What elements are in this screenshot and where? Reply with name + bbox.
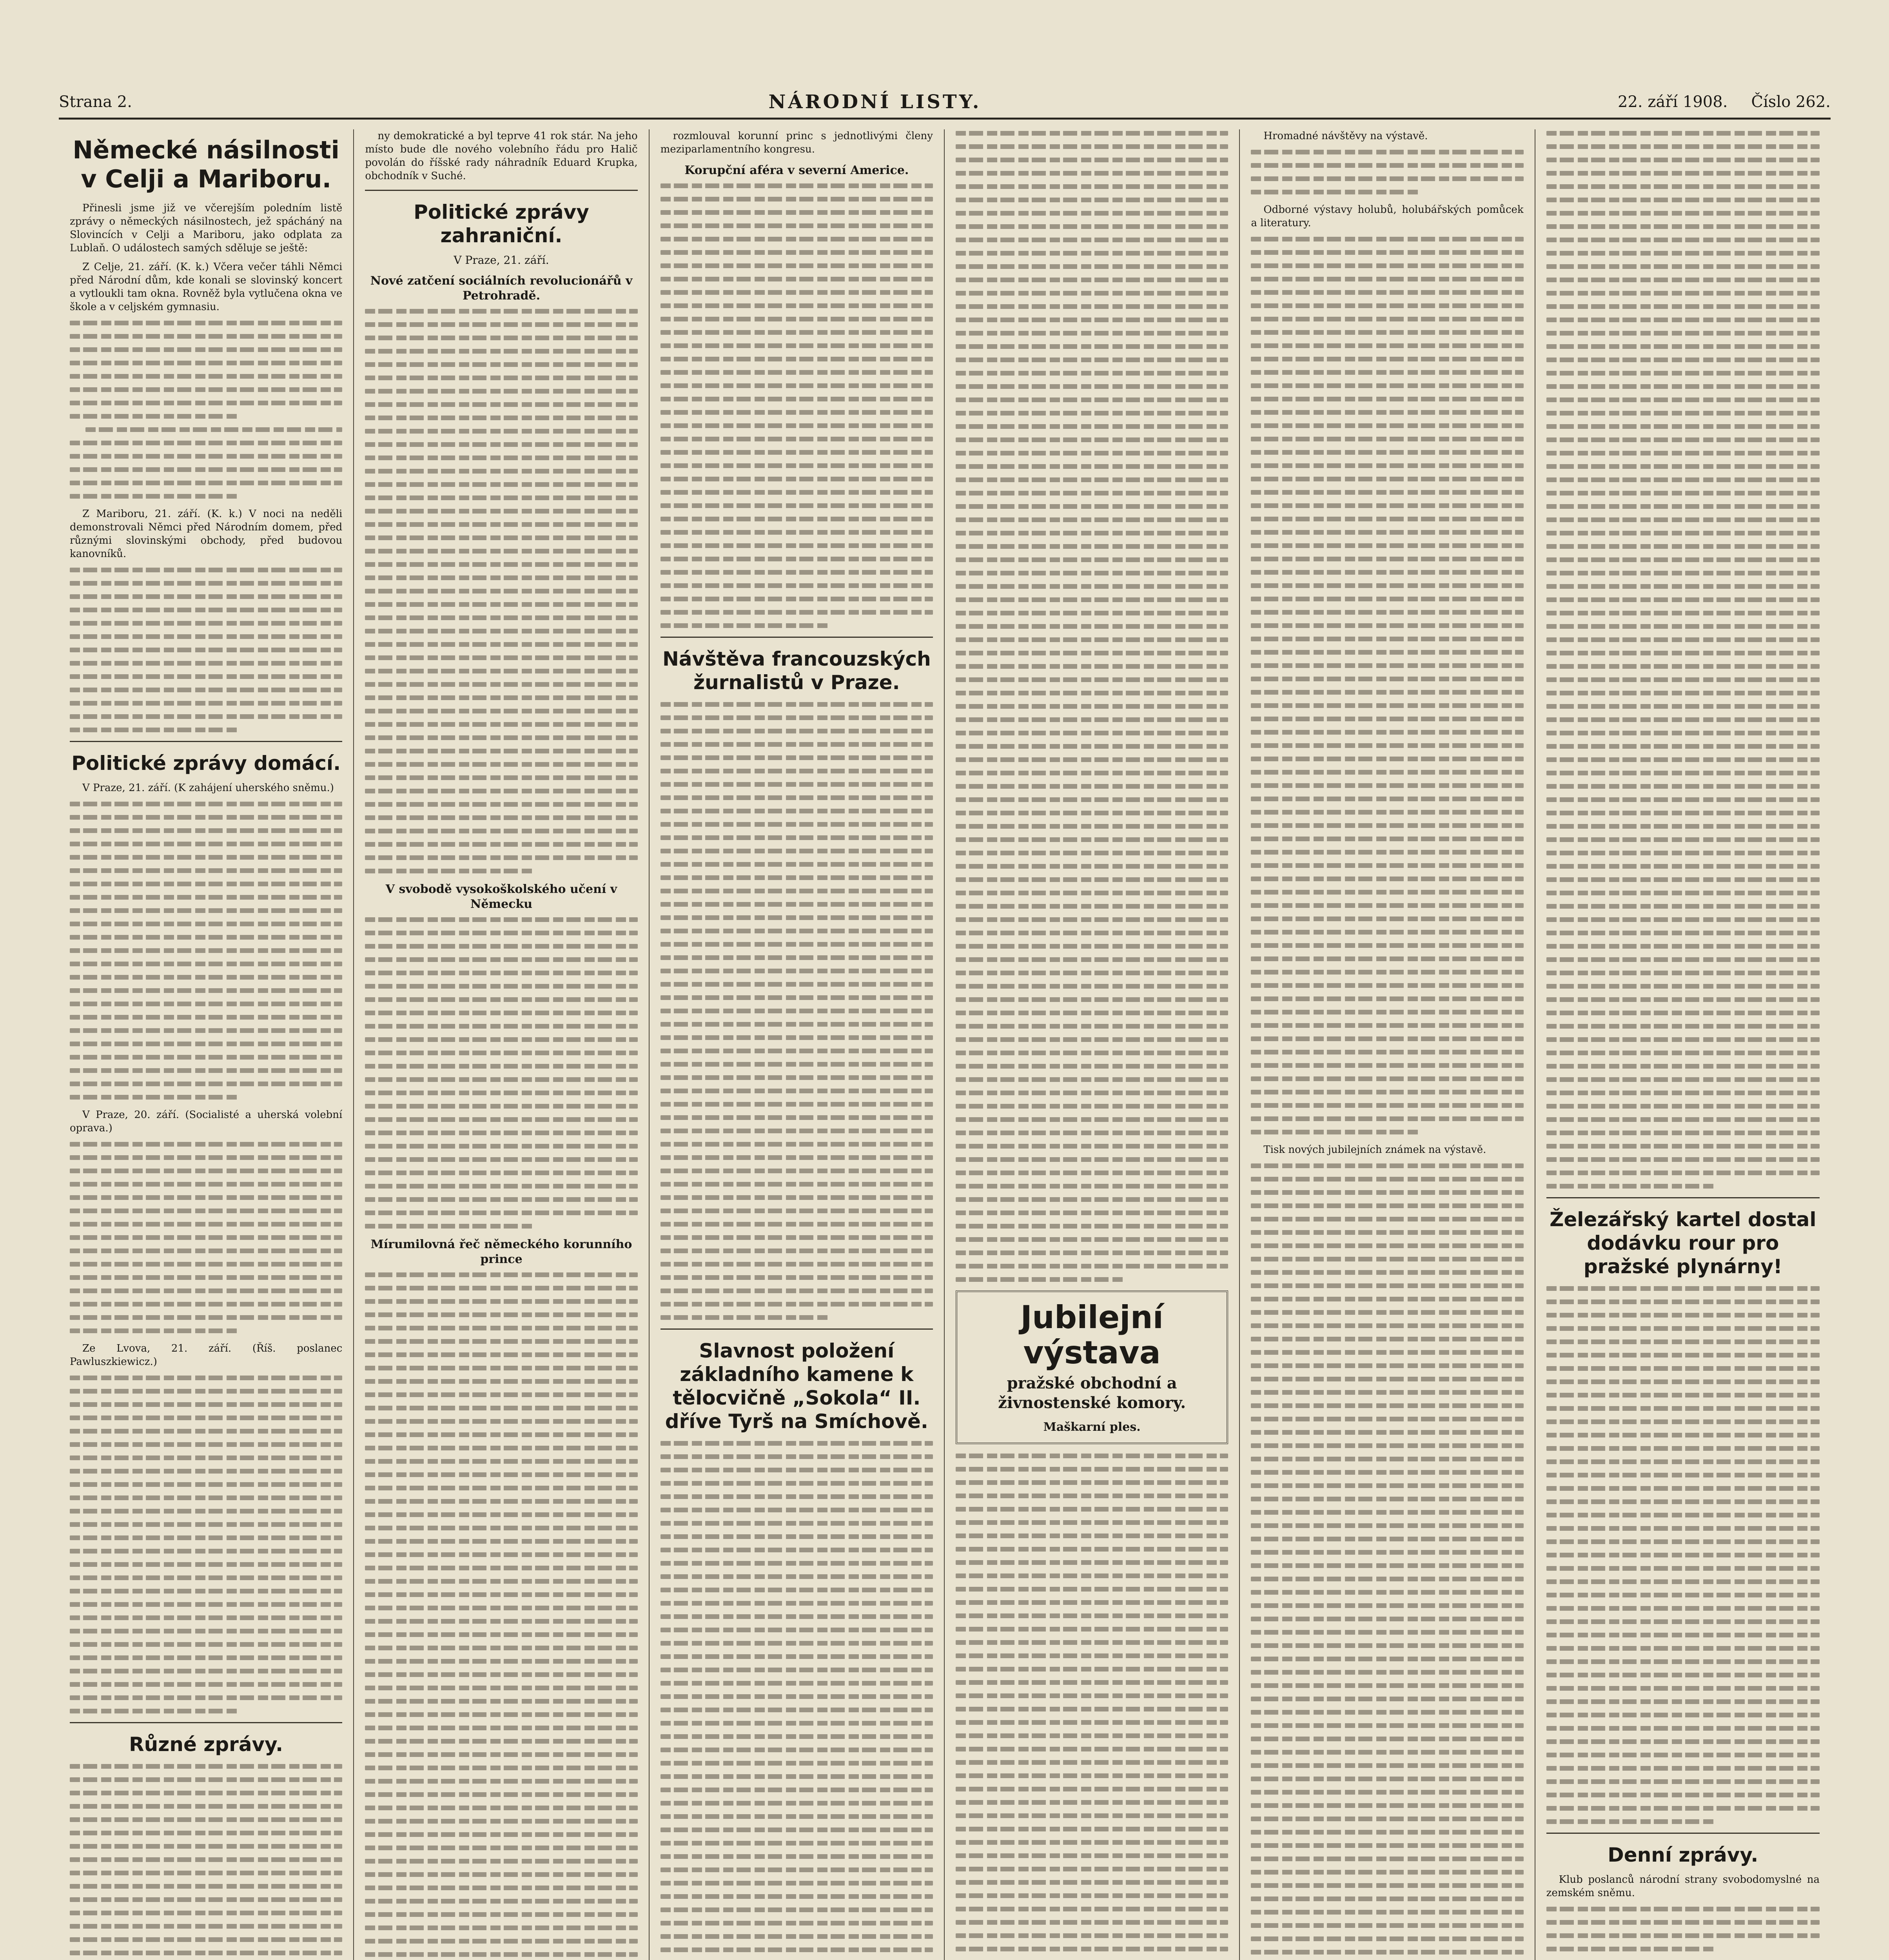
section-title: Politické zprávy domácí. — [71, 752, 341, 775]
paragraph: rozmlouval korunní princ s jednotlivými členy meziparlamentního kongresu. — [660, 130, 933, 155]
box-item: Maškarní ples. — [1043, 1420, 1141, 1434]
text-block — [70, 1374, 342, 1713]
paragraph: V Praze, 21. září. (K zahájení uherského sněmu.) — [82, 782, 334, 794]
paragraph: Tisk nových jubilejních známek na výstavě. — [1263, 1144, 1486, 1156]
subsection-title: Korupční aféra v severní Americe. — [684, 163, 909, 177]
text-block — [956, 1452, 1228, 1960]
paragraph: Z Celje, 21. září. (K. k.) Včera večer táhli Němci před Národní dům, kde konali se slovinský koncert a vytloukli tam okna. Rovněž byla vytlučena okna ve škole a v celjském gymnasiu. — [70, 261, 343, 313]
paragraph: Přinesli jsme již ve včerejším poledním listě zprávy o německých násilnostech, jež spácháný na Slovincích v Celji a Mariboru, jako odplata za Lublaň. O událostech samých sděluje se ještě: — [70, 202, 343, 254]
box-subtitle: pražské obchodní a živnostenské komory. — [998, 1374, 1186, 1412]
section-title: Denní zprávy. — [1608, 1844, 1758, 1866]
columns — [59, 129, 1831, 1960]
paragraph: Z Mariboru, 21. září. (K. k.) V noci na neděli demonstrovali Němci před Národním domem, před různými slovinskými obchody, před budovou kanovníků. — [70, 508, 343, 560]
text-block — [1251, 235, 1523, 1134]
paragraph: Hromadné návštěvy na výstavě. — [1263, 130, 1428, 142]
box-title: Jubilejní výstava — [1020, 1299, 1164, 1371]
text-block — [365, 1271, 637, 1960]
section-title: Návštěva francouzských žurnalistů v Praze. — [662, 648, 931, 694]
paragraph: Ze Lvova, 21. září. (Říš. poslanec Pawluszkiewicz.) — [70, 1343, 343, 1368]
paragraph: V Praze, 20. září. (Socialisté a uherská volební oprava.) — [70, 1109, 343, 1134]
text-block — [1546, 1905, 1820, 1951]
column-1 — [59, 129, 354, 1960]
issue-date: 22. září 1908. — [1618, 93, 1728, 111]
text-block — [1546, 1285, 1820, 1824]
paragraph: ny demokratické a byl teprve 41 rok stár. Na jeho místo bude dle nového volebního řádu pro Halič povolán do říšské rady náhradník Eduard Krupka, obchodník v Suché. — [365, 130, 638, 182]
column-2 — [354, 129, 649, 1960]
subsection-title: V svobodě vysokoškolského učení v Německu — [385, 882, 617, 911]
text-block — [661, 1439, 933, 1960]
subsection-title: Nové zatčení sociálních revolucionářů v Petrohradě. — [370, 274, 633, 303]
section-title: Slavnost položení základního kamene k tělocvičně „Sokola“ II. dříve Tyrš na Smíchově. — [665, 1339, 928, 1433]
text-block — [1251, 1162, 1523, 1960]
subsection-title: Mírumilovná řeč německého korunního prince — [370, 1238, 632, 1266]
issue-number: Číslo 262. — [1751, 93, 1831, 111]
text-block — [661, 701, 933, 1320]
column-5 — [1240, 129, 1535, 1960]
section-title: Politické zprávy zahraniční. — [414, 201, 589, 247]
column-6 — [1535, 129, 1831, 1960]
text-block — [365, 916, 637, 1229]
dateline: V Praze, 21. září. — [454, 254, 549, 267]
section-title: Různé zprávy. — [129, 1733, 283, 1756]
text-block — [956, 129, 1228, 1282]
text-block — [365, 307, 637, 873]
text-block — [70, 319, 342, 499]
text-block — [70, 1762, 342, 1960]
article-title: Německé násilnosti v Celji a Mariboru. — [73, 136, 339, 193]
text-block — [661, 182, 933, 628]
masthead: NÁRODNÍ LISTY. — [768, 91, 982, 113]
text-block — [70, 800, 342, 1100]
section-title: Železářský kartel dostal dodávku rour pro pražské plynárny! — [1550, 1208, 1816, 1278]
text-block — [70, 1140, 342, 1333]
text-block — [1251, 148, 1523, 194]
exhibition-box — [956, 1290, 1228, 1444]
paragraph: Klub poslanců národní strany svobodomyslné na zemském sněmu. — [1546, 1874, 1820, 1899]
paragraph: Odborné výstavy holubů, holubářských pomůcek a literatury. — [1251, 204, 1524, 229]
text-block — [1546, 129, 1820, 1189]
column-3 — [650, 129, 945, 1960]
text-block — [70, 566, 342, 732]
page-header — [59, 86, 1831, 120]
issue-info — [1618, 93, 1831, 111]
column-4 — [945, 129, 1240, 1960]
page-number: Strana 2. — [59, 93, 132, 111]
